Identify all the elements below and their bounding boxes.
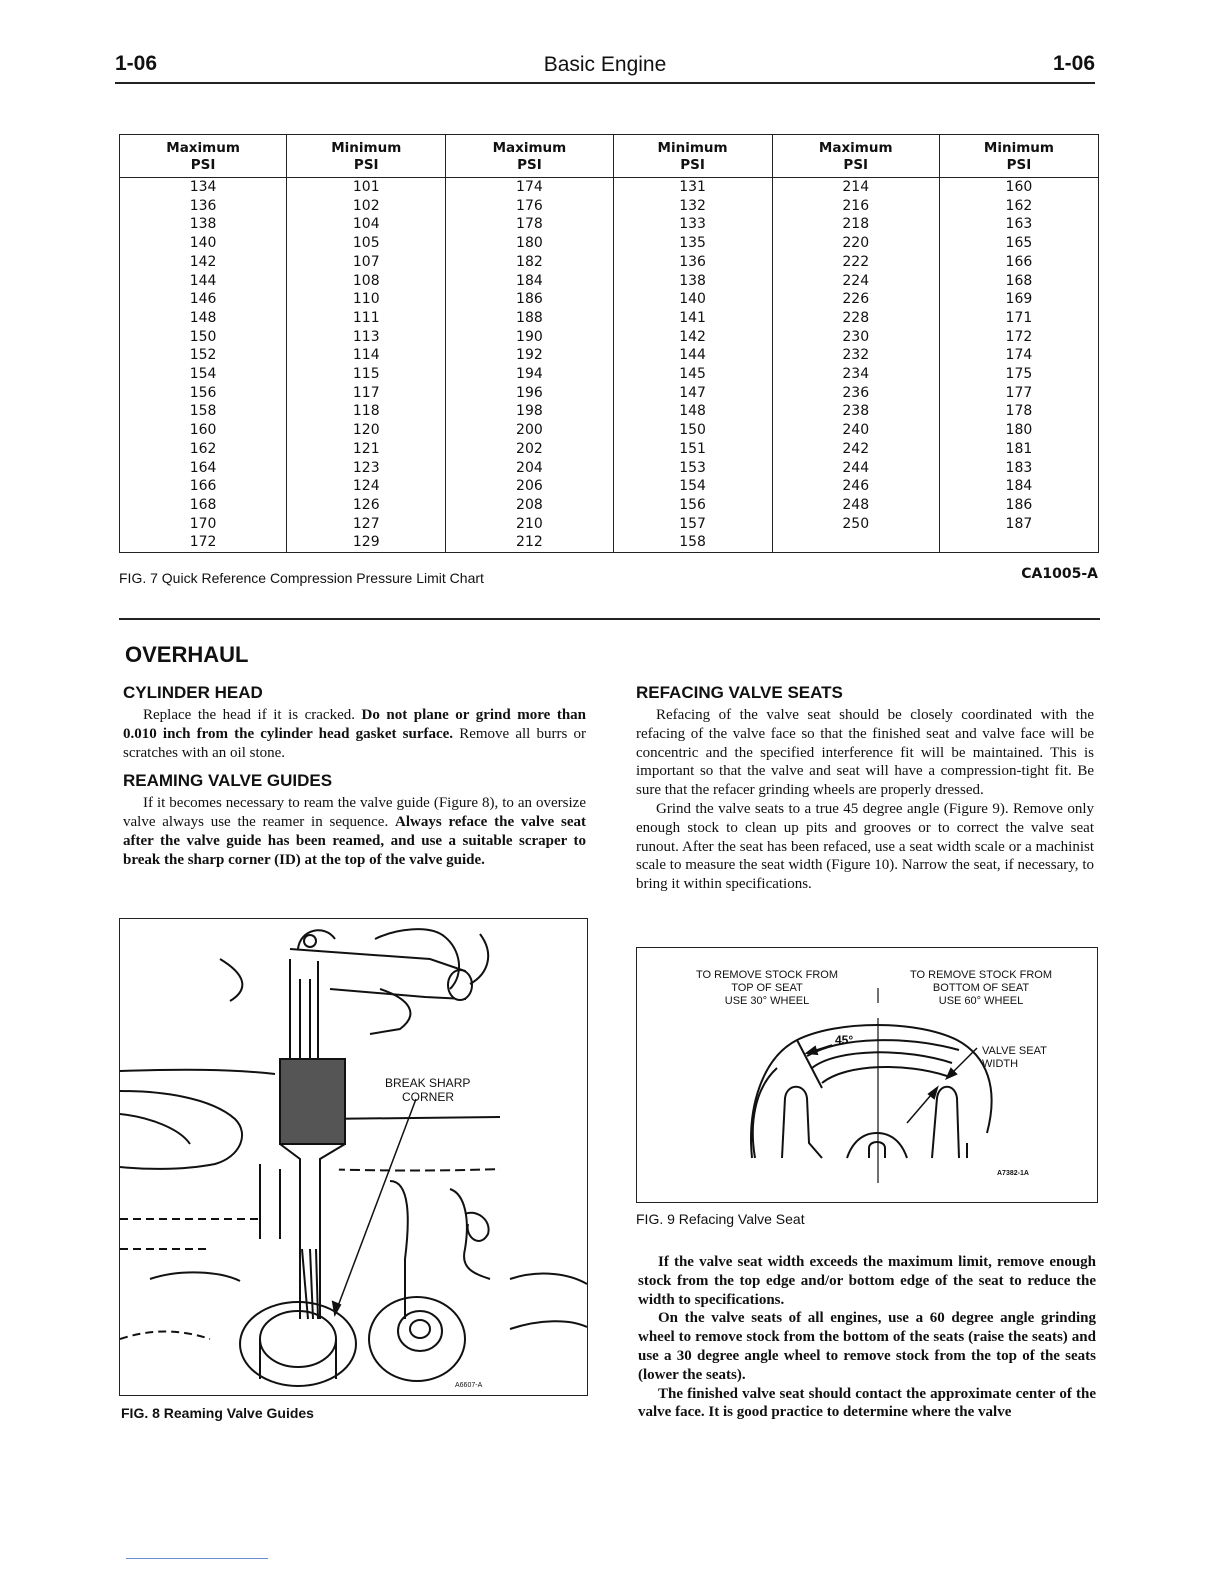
table-cell: 175: [939, 365, 1098, 384]
header-unit: PSI: [1006, 157, 1032, 173]
fig9-angle-label: 45°: [835, 1033, 854, 1047]
table-cell: 144: [613, 346, 772, 365]
table-cell: 108: [287, 272, 446, 291]
table-cell: 158: [189, 403, 217, 420]
column-header: [120, 135, 287, 178]
table-row: [120, 533, 1099, 552]
table-cell: 168: [939, 272, 1098, 291]
table-cell: 226: [772, 290, 939, 309]
fig9-right-label-3: USE 60° WHEEL: [938, 995, 1024, 1007]
table-cell: 144: [189, 272, 217, 289]
table-cell: 102: [287, 197, 446, 216]
fig9-code: A7382-1A: [997, 1170, 1029, 1177]
header-line: Minimum: [657, 140, 728, 156]
table-cell: 169: [939, 290, 1098, 309]
table-cell: 101: [287, 178, 446, 197]
table-cell: 157: [613, 515, 772, 534]
table-body: [120, 178, 1099, 553]
header-unit: PSI: [517, 157, 542, 173]
table-cell: 134: [189, 179, 217, 195]
table-cell: 164: [189, 459, 217, 476]
table-row: [120, 440, 1099, 459]
text-run: Replace the head if it is cracked.: [143, 707, 362, 723]
header-line: Maximum: [818, 140, 893, 156]
table-row: [120, 402, 1099, 421]
table-row: [120, 384, 1099, 403]
table-row: [120, 515, 1099, 534]
table-cell: 180: [939, 421, 1098, 440]
table-cell: 136: [613, 253, 772, 272]
table-cell: 186: [446, 290, 613, 309]
table-cell: 172: [939, 328, 1098, 347]
fig9-left-label-2: TOP OF SEAT: [731, 982, 803, 994]
table-row: [120, 290, 1099, 309]
table-cell: 204: [446, 459, 613, 478]
table-cell: 163: [939, 215, 1098, 234]
fig8-caption: FIG. 8 Reaming Valve Guides: [121, 1405, 314, 1421]
table-row: [120, 328, 1099, 347]
refacing-heading: REFACING VALVE SEATS: [636, 683, 843, 702]
table-row: [120, 253, 1099, 272]
table-cell: 194: [446, 365, 613, 384]
table-cell: 133: [613, 215, 772, 234]
left-column: [123, 683, 586, 870]
fig9-right-label-1: TO REMOVE STOCK FROM: [910, 969, 1052, 981]
table-cell: 142: [613, 328, 772, 347]
table-cell: 192: [446, 346, 613, 365]
fig9-caption: FIG. 9 Refacing Valve Seat: [636, 1211, 805, 1227]
table-cell: 214: [772, 178, 939, 197]
finished-seat-paragraph: The finished valve seat should contact the approximate center of the valve face. It is good practice to determine where the valve: [638, 1385, 1096, 1421]
table-cell: 250: [772, 515, 939, 534]
fig9-seat-label-1: VALVE SEAT: [982, 1045, 1047, 1057]
fig8-illustration: [119, 918, 588, 1396]
table-cell: 142: [189, 253, 217, 270]
header-unit: PSI: [680, 157, 705, 173]
fig8-callout-line2: CORNER: [402, 1090, 455, 1104]
table-cell: 188: [446, 309, 613, 328]
table-cell: 123: [287, 459, 446, 478]
reaming-paragraph: [123, 794, 586, 869]
table-cell: 136: [189, 197, 217, 214]
table-cell: 190: [446, 328, 613, 347]
table-cell: 166: [939, 253, 1098, 272]
fig8-code: A6607-A: [455, 1382, 483, 1389]
table-cell: 210: [446, 515, 613, 534]
valve-seat-drawing: [637, 948, 1097, 1202]
table-cell: 158: [613, 533, 772, 552]
table-row: [120, 197, 1099, 216]
fig9-illustration: [636, 947, 1098, 1203]
table-cell: 220: [772, 234, 939, 253]
table-cell: 186: [939, 496, 1098, 515]
table-cell: 147: [613, 384, 772, 403]
table-cell: 198: [446, 402, 613, 421]
overhaul-heading: OVERHAUL: [125, 642, 249, 667]
table-cell: 160: [189, 422, 217, 439]
column-header: [287, 135, 446, 178]
table-row: [120, 178, 1099, 197]
table-cell: 200: [446, 421, 613, 440]
table-cell: 162: [189, 440, 217, 457]
table-row: [120, 421, 1099, 440]
table-cell: 105: [287, 234, 446, 253]
table-cell: 113: [287, 328, 446, 347]
table-cell: 177: [939, 384, 1098, 403]
table-cell: 181: [939, 440, 1098, 459]
table-cell: 146: [189, 291, 217, 308]
table-cell: 138: [189, 216, 217, 233]
table-cell: 208: [446, 496, 613, 515]
fig7-caption: FIG. 7 Quick Reference Compression Pressure Limit Chart: [119, 570, 484, 586]
table-cell: 183: [939, 459, 1098, 478]
header-unit: PSI: [843, 157, 869, 173]
header-line: Maximum: [166, 140, 240, 156]
fig9-left-label-1: TO REMOVE STOCK FROM: [696, 969, 838, 981]
table-cell: 104: [287, 215, 446, 234]
table-cell: 180: [446, 234, 613, 253]
column-header: [939, 135, 1098, 178]
table-cell: 171: [939, 309, 1098, 328]
grinding-wheel-paragraph: On the valve seats of all engines, use a 60 degree angle grinding wheel to remove stock from the bottom of the seats (raise the seats) and use a 30 degree angle wheel to remove stock from the top of the seats (lower the seats).: [638, 1310, 1096, 1383]
table-cell: 216: [772, 197, 939, 216]
table-cell: 228: [772, 309, 939, 328]
page-number-left: 1-06: [115, 52, 158, 75]
table-cell: 148: [613, 402, 772, 421]
compression-pressure-table: [119, 134, 1099, 553]
fig9-left-label-3: USE 30° WHEEL: [724, 995, 810, 1007]
table-cell: 148: [189, 309, 217, 326]
table-cell: 140: [189, 235, 217, 252]
table-cell: 212: [446, 533, 613, 552]
table-row: [120, 477, 1099, 496]
table-cell: [939, 533, 1098, 552]
seat-width-paragraph: If the valve seat width exceeds the maximum limit, remove enough stock from the top edge and/or bottom edge of the seat to reduce the width to specifications.: [638, 1254, 1096, 1308]
right-column: [636, 683, 1094, 894]
table-cell: 141: [613, 309, 772, 328]
table-cell: 111: [287, 309, 446, 328]
column-header: [446, 135, 613, 178]
table-cell: 150: [613, 421, 772, 440]
section-title: Basic Engine: [543, 53, 667, 76]
table-cell: 156: [189, 384, 217, 401]
text-run: Remove all burrs or scratches with an oil stone.: [123, 725, 586, 761]
table-cell: 202: [446, 440, 613, 459]
text-run-bold: Always reface the valve seat after the valve guide has been reamed, and use a suitable scraper to break the sharp corner (ID) at the top of the valve guide.: [123, 814, 586, 868]
table-cell: 236: [772, 384, 939, 403]
table-cell: 224: [772, 272, 939, 291]
fig7-code: CA1005-A: [1021, 566, 1098, 582]
table-cell: 127: [287, 515, 446, 534]
table-cell: 152: [189, 347, 217, 364]
table-cell: 248: [772, 496, 939, 515]
table-cell: 206: [446, 477, 613, 496]
table-row: [120, 272, 1099, 291]
table-row: [120, 346, 1099, 365]
table-cell: 156: [613, 496, 772, 515]
refacing-paragraph-2: Grind the valve seats to a true 45 degree angle (Figure 9). Remove only enough stock to clean up pits and grooves or to correct the valve seat runout. After the seat has been refaced, use a seat width scale or a machinist scale to measure the seat width (Figure 10). Narrow the seat, if necessary, to bring it within specifications.: [636, 800, 1094, 893]
header-line: Maximum: [492, 140, 567, 156]
footer-rule: [126, 1558, 268, 1559]
table-cell: 115: [287, 365, 446, 384]
fig9-seat-label-2: WIDTH: [982, 1058, 1019, 1070]
table-cell: 232: [772, 346, 939, 365]
table-row: [120, 309, 1099, 328]
header-unit: PSI: [190, 157, 216, 173]
table-cell: 129: [287, 533, 446, 552]
table-cell: 176: [446, 197, 613, 216]
table-cell: 145: [613, 365, 772, 384]
table-row: [120, 215, 1099, 234]
table-cell: 182: [446, 253, 613, 272]
cylinder-head-paragraph: [123, 706, 586, 762]
column-header: [613, 135, 772, 178]
table-cell: 154: [189, 366, 217, 383]
table-cell: 140: [613, 290, 772, 309]
right-column-continued: [638, 1253, 1096, 1422]
cylinder-head-heading: CYLINDER HEAD: [123, 683, 263, 702]
table-cell: 118: [287, 402, 446, 421]
page-number-right: 1-06: [1052, 52, 1095, 75]
table-cell: 126: [287, 496, 446, 515]
table-cell: 153: [613, 459, 772, 478]
table-cell: [772, 533, 939, 552]
table-cell: 230: [772, 328, 939, 347]
table-cell: 242: [772, 440, 939, 459]
fig8-callout-line1: BREAK SHARP: [385, 1076, 471, 1090]
reaming-heading: REAMING VALVE GUIDES: [123, 771, 333, 791]
table-cell: 107: [287, 253, 446, 272]
reamer-drawing: [120, 919, 587, 1395]
table-cell: 172: [189, 534, 217, 551]
table-cell: 124: [287, 477, 446, 496]
text-run: If it becomes necessary to ream the valve guide (Figure 8), to an oversize valve always use the reamer in sequence.: [123, 795, 586, 831]
table-row: [120, 234, 1099, 253]
table-cell: 240: [772, 421, 939, 440]
text-run-bold: Do not plane or grind more than 0.010 inch from the cylinder head gasket surface.: [123, 707, 586, 742]
table-cell: 114: [287, 346, 446, 365]
table-cell: 165: [939, 234, 1098, 253]
fig9-right-label-2: BOTTOM OF SEAT: [932, 982, 1030, 994]
table-cell: 184: [939, 477, 1098, 496]
page-header: [115, 52, 1095, 84]
table-cell: 168: [189, 496, 217, 513]
table-cell: 170: [189, 515, 217, 532]
header-line: Minimum: [331, 140, 402, 156]
table-header-row: [120, 135, 1099, 178]
table-cell: 151: [613, 440, 772, 459]
table-cell: 117: [287, 384, 446, 403]
table-cell: 166: [189, 478, 217, 495]
table-cell: 120: [287, 421, 446, 440]
table-cell: 150: [189, 328, 217, 345]
header-line: Minimum: [983, 140, 1054, 156]
table-cell: 234: [772, 365, 939, 384]
table-cell: 121: [287, 440, 446, 459]
table-cell: 222: [772, 253, 939, 272]
table-cell: 218: [772, 215, 939, 234]
table-cell: 244: [772, 459, 939, 478]
table-cell: 110: [287, 290, 446, 309]
table-cell: 132: [613, 197, 772, 216]
table-cell: 138: [613, 272, 772, 291]
table-cell: 238: [772, 402, 939, 421]
header-unit: PSI: [353, 157, 379, 173]
table-cell: 154: [613, 477, 772, 496]
table-cell: 131: [613, 178, 772, 197]
table-cell: 135: [613, 234, 772, 253]
table-cell: 187: [939, 515, 1098, 534]
table-cell: 246: [772, 477, 939, 496]
table-row: [120, 496, 1099, 515]
table-cell: 184: [446, 272, 613, 291]
section-divider: [119, 618, 1100, 620]
table-cell: 174: [446, 178, 613, 197]
table-cell: 160: [939, 178, 1098, 197]
table-row: [120, 459, 1099, 478]
table-row: [120, 365, 1099, 384]
table-cell: 178: [446, 215, 613, 234]
table-cell: 174: [939, 346, 1098, 365]
table-cell: 196: [446, 384, 613, 403]
table-cell: 178: [939, 402, 1098, 421]
column-header: [772, 135, 939, 178]
refacing-paragraph-1: Refacing of the valve seat should be closely coordinated with the refacing of the valve face so that the finished seat and valve face will be concentric and the specified interference fit will be maintained. This is important so that the valve and seat will have a compression-tight fit. Be sure that the refacer grinding wheels are properly dressed.: [636, 707, 1094, 799]
table-cell: 162: [939, 197, 1098, 216]
